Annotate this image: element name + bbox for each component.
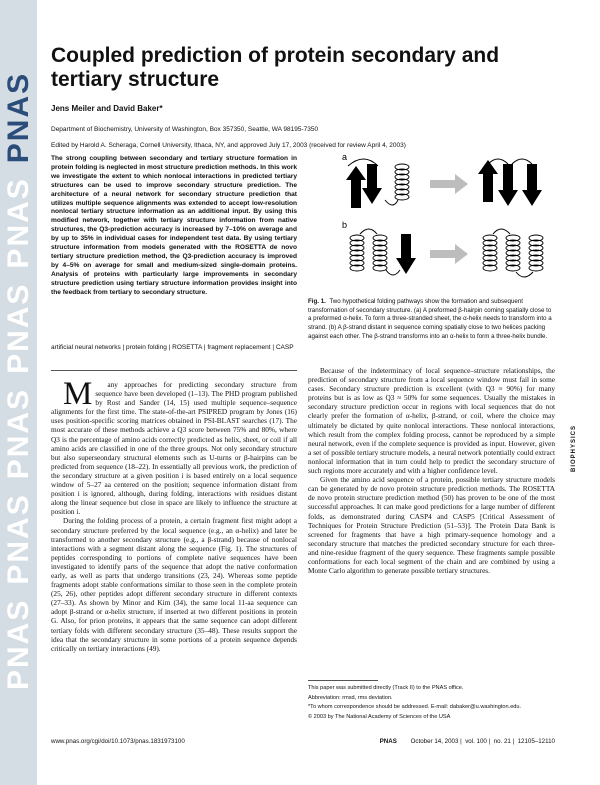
volume: vol. 100 [465, 738, 487, 745]
keywords: artificial neural networks | protein folding | ROSETTA | fragment replacement | CASP [51, 344, 294, 351]
paragraph [51, 376, 297, 517]
paragraph: During the folding process of a protein, a certain fragment first might adopt a secondary structure preferred by the local sequence (e.g., an α-helix) and later be transformed to another secondary structure (e.g., a β-strand) because of nonlocal interactions with a segment distant along the sequence (Fig. 1). The structures of peptides corresponding to portions of complete native sequences have been investigated to identify parts of the sequence that adopt the native conformation early, as well as parts that undergo transitions (23, 24). Whereas some peptide fragments adopt stable conformations similar to those seen in the complete protein (25, 26), other peptides adopt different secondary structure in different contexts (27–33). As shown by Minor and Kim (34), the same local 11-aa sequence can adopt β-strand or α-helix structure, if inserted at two different positions in protein G. Also, for prion proteins, it appears that the same sequence can adopt different tertiary folds with different secondary structure (35–48). These results support the idea that the secondary structure in some portions of a protein sequence depends critically on tertiary interactions (49). [51, 516, 297, 653]
transition-arrow-icon [430, 174, 468, 194]
issue-date: October 14, 2003 [410, 738, 459, 745]
footnotes [308, 684, 555, 722]
strand-down-arrow-icon [396, 234, 416, 274]
folding-pathway-figure [330, 150, 555, 290]
sheet-strand-down-icon [498, 164, 518, 206]
caption-label: Fig. 1. [308, 298, 326, 305]
transition-arrow-icon [430, 244, 468, 264]
banner-word: PNAS [2, 598, 35, 690]
footnote: This paper was submitted directly (Track II) to the PNAS office. [308, 685, 464, 691]
issue: no. 21 [493, 738, 511, 745]
helix-coil-icon [483, 235, 497, 271]
footnote: Abbreviation: rmsd, rms deviation. [308, 694, 393, 701]
sheet-strand-up-icon [478, 160, 498, 202]
pnas-side-banner [0, 0, 37, 785]
affiliation: Department of Biochemistry, University of Washington, Box 357350, Seattle, WA 98195-7350 [51, 126, 319, 133]
section-label: BIOPHYSICS [571, 424, 577, 472]
divider [51, 370, 297, 371]
journal-name: PNAS [379, 738, 397, 745]
article-title: Coupled prediction of protein secondary and tertiary structure [51, 44, 500, 91]
loop-icon [360, 229, 400, 275]
section-tab [566, 400, 594, 480]
helix-coil-icon [506, 235, 520, 271]
divider [308, 680, 378, 681]
sheet-turn-icon [488, 159, 532, 164]
caption-text: Two hypothetical folding pathways show the formation and subsequent transformation of secondary structure. (a) A preformed β-hairpin coming spatially close to a preformed α-helix. To form a three-stranded sheet, the α-helix needs to transform into a strand. (b) A β-strand distant in sequence coming spatially close to two helices packing against each other. The β-strand transforms into an α-helix to form a three-helix bundle. [308, 298, 552, 340]
panel-label-b: b [342, 220, 348, 230]
banner-word: PNAS [2, 493, 35, 585]
footnote: © 2003 by The National Academy of Sciences of the USA [308, 713, 451, 720]
banner-word: PNAS [2, 177, 35, 269]
journal-info: PNAS October 14, 2003 | vol. 100 | no. 21 | 12105–12110 [379, 738, 555, 745]
authors: Jens Meiler and David Baker* [51, 104, 163, 113]
loop-icon [385, 200, 398, 205]
helix-coil-icon [373, 235, 387, 271]
body-column-left [51, 376, 297, 653]
helix-coil-icon [350, 235, 364, 271]
paragraph-text: any approaches for predicting secondary structure from sequence have been developed (1–13). The PHD program published by Rost and Sander (14, 15) used multiple sequence–sequence alignments for the first time. The state-of-the-art PSIPRED program by Jones (16) uses position-specific scoring matrices obtained in PSI-BLAST searches (17). The most accurate of these methods achieve a Q3 score between 75% and 80%, where Q3 is the percentage of amino acids correctly predicted as helix, sheet, or coil if all amino acids are classified in one of the three groups. Not only secondary structure but also superseondary structural elements such as U-turns or β-hairpins can be predicted from sequence (18–22). In essentially all previous work, the prediction of the secondary structure at a given position i is based entirely on a local sequence window of 5–27 aa centered on the position; sequence information distant from position i is ignored, although, during folding, interactions with residues distant along the linear sequence but close in space are likely to influence the structure at position i. [51, 380, 297, 517]
banner-word: PNAS [2, 387, 35, 480]
pages: 12105–12110 [517, 738, 555, 745]
helix-coil-icon [529, 235, 543, 271]
body-column-right [308, 366, 555, 575]
footnote: *To whom correspondence should be addressed. E-mail: dabaker@u.washington.edu. [308, 704, 522, 711]
strand-down-arrow-icon [362, 164, 382, 204]
edited-by: Edited by Harold A. Scheraga, Cornell University, Ithaca, NY, and approved July 17, 2003 (received for review April 4, 2003) [51, 142, 406, 149]
side-banner-text [2, 58, 36, 690]
drop-cap: M [63, 376, 93, 412]
banner-word: PNAS [2, 282, 35, 374]
panel-a [346, 159, 542, 208]
banner-word-strong: PNAS [2, 71, 35, 164]
doi-link[interactable]: www.pnas.org/cgi/doi/10.1073/pnas.1831973100 [51, 738, 185, 745]
panel-label-a: a [342, 152, 348, 162]
loop-icon [493, 229, 533, 277]
panel-b [350, 229, 543, 277]
helix-coil-icon [395, 164, 409, 200]
abstract: The strong coupling between secondary and tertiary structure formation in protein folding is neglected in most structure prediction methods. In this work we investigate the extent to which nonlocal interactions in predicted tertiary structures can be used to improve secondary structure prediction. The architecture of a neural network for secondary structure prediction that utilizes multiple sequence alignments was extended to accept low-resolution nonlocal tertiary structure information as an additional input. By using this modified network, together with tertiary structure information from native structures, the Q3-prediction accuracy is increased by 7–10% on average and by up to 35% in individual cases for independent test data. By using tertiary structure information from models generated with the ROSETTA de novo tertiary structure prediction method, the Q3-prediction accuracy is improved by 4–5% on average for small and medium-sized single-domain proteins. Analysis of proteins with particularly large improvements in secondary structure prediction using tertiary structure information provides insight into the feedback from tertiary to secondary structure. [51, 155, 297, 296]
figure-caption [308, 298, 555, 342]
paragraph: Because of the indeterminacy of local sequence–structure relationships, the prediction of secondary structure from a local sequence window must fail in some cases. Secondary structure prediction is excellent (with Q3 ≈ 90%) for many proteins but is as low as Q3 ≈ 50% for some sequences. Usually the mistakes in secondary structure prediction occur in regions with local sequences that do not clearly prefer the formation of α-helix, β-strand, or coil, where the choice may ultimately be dictated by quite nonlocal interactions. These nonlocal interactions, which result from the complex folding process, cannot be reproduced by a simple neural network, even if the complete sequence is provided as input. However, given a set of possible tertiary structure models, a neural network potentially could extract nonlocal information that in turn could help to predict the secondary structure of such regions more accurately and with a higher confidence level. [308, 366, 555, 476]
strand-up-arrow-icon [346, 166, 366, 208]
sheet-strand-down-icon [522, 164, 542, 206]
paragraph: Given the amino acid sequence of a protein, possible tertiary structure models can be generated by de novo protein structure prediction methods. The ROSETTA de novo protein structure prediction method (50) has proven to be one of the most successful approaches. It can make good predictions for a large number of different folds, as demonstrated during CASP4 and CASP5 [Critical Assessment of Techniques for Protein Structure Prediction (51–53)]. The Protein Data Bank is screened for fragments that have a high primary-sequence homology and a secondary structure that matches the predicted secondary structure for each three- and nine-residue fragment of the query sequence. These fragments sample possible conformations for each local segment of the chain and are combined by using a Monte Carlo algorithm to generate possible tertiary structures. [308, 475, 555, 576]
